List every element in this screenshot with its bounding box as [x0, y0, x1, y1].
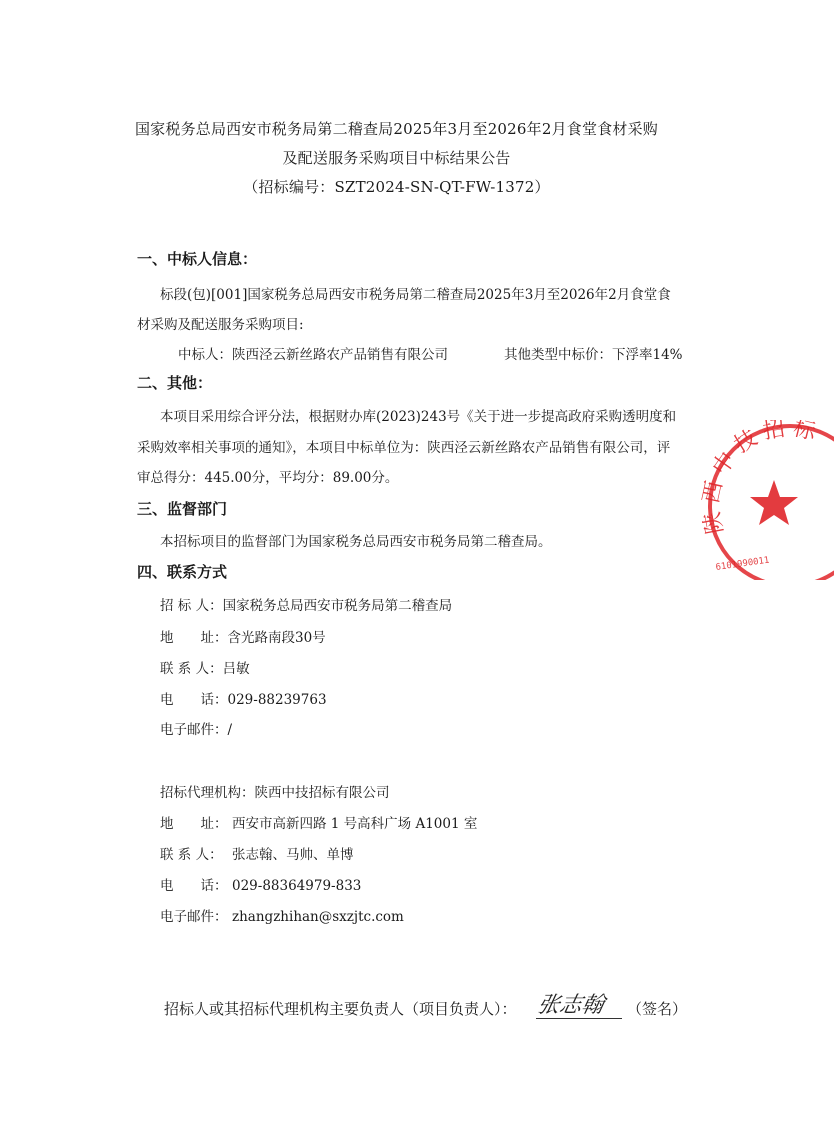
purchaser-phone: 029-88239763 — [227, 692, 327, 708]
section2-heading: 二、其他： — [137, 374, 213, 392]
purchaser-phone-row — [160, 688, 327, 708]
bid-number: （招标编号：SZT2024-SN-QT-FW-1372） — [243, 178, 550, 196]
seal-svg — [694, 420, 834, 580]
agency-email: zhangzhihan@sxzjtc.com — [232, 909, 404, 925]
purchaser-address-row — [160, 626, 326, 646]
seal-number: 6101990011 — [715, 555, 771, 573]
company-seal — [694, 420, 834, 580]
agency-name: 陕西中技招标有限公司 — [254, 785, 390, 801]
agency-email-row — [160, 905, 404, 925]
agency-contact-row — [160, 843, 354, 863]
purchaser-phone-label: 电 话： — [160, 692, 228, 708]
signature-suffix: （签名） — [627, 1000, 688, 1018]
section2-line2: 采购效率相关事项的通知》，本项目中标单位为：陕西泾云新丝路农产品销售有限公司，评 — [137, 440, 671, 456]
agency-address-label: 地 址： — [160, 816, 228, 832]
purchaser-email-row — [160, 718, 232, 738]
section3-line1: 本招标项目的监督部门为国家税务总局西安市税务局第二稽查局。 — [160, 534, 552, 550]
purchaser-contact: 吕敏 — [222, 661, 250, 677]
section1-heading: 一、中标人信息： — [137, 250, 258, 268]
winning-price: 其他类型中标价：下浮率14% — [504, 347, 683, 363]
agency-address: 西安市高新四路 1 号高科广场 A1001 室 — [232, 816, 478, 832]
agency-address-row — [160, 812, 477, 832]
purchaser-email: / — [227, 722, 233, 738]
purchaser-address: 含光路南段30号 — [227, 630, 326, 646]
title-line-1: 国家税务总局西安市税务局第二稽查局2025年3月至2026年2月食堂食材采购 — [134, 120, 659, 138]
agency-name-label: 招标代理机构： — [160, 785, 255, 801]
purchaser-contact-row — [160, 657, 250, 677]
purchaser-address-label: 地 址： — [160, 630, 228, 646]
signature-underline — [536, 1018, 622, 1019]
agency-email-label: 电子邮件： — [160, 909, 228, 925]
agency-phone: 029-88364979-833 — [232, 878, 362, 894]
purchaser-name: 国家税务总局西安市税务局第二稽查局 — [222, 598, 453, 614]
seal-text-path: 陕西中技招标 — [698, 420, 825, 536]
section1-para-line1: 标段(包)[001]国家税务总局西安市税务局第二稽查局2025年3月至2026年2月食堂食 — [160, 287, 671, 303]
signature-label: 招标人或其招标代理机构主要负责人（项目负责人）： — [164, 1000, 517, 1018]
agency-contact-label: 联 系 人： — [160, 847, 223, 863]
agency-phone-row — [160, 874, 361, 894]
agency-name-row — [160, 781, 390, 801]
agency-phone-label: 电 话： — [160, 878, 228, 894]
signature-name: 张志翰 — [534, 993, 607, 1018]
purchaser-name-row — [160, 594, 452, 614]
title-line-2: 及配送服务采购项目中标结果公告 — [282, 149, 511, 167]
section2-line3: 审总得分：445.00分，平均分：89.00分。 — [137, 470, 399, 486]
purchaser-contact-label: 联 系 人： — [160, 661, 223, 677]
seal-star — [750, 480, 798, 525]
purchaser-name-label: 招 标 人： — [160, 598, 223, 614]
winner-name: 中标人：陕西泾云新丝路农产品销售有限公司 — [178, 347, 448, 363]
purchaser-email-label: 电子邮件： — [160, 722, 228, 738]
agency-contact: 张志翰、马帅、单博 — [232, 847, 354, 863]
section3-heading: 三、监督部门 — [137, 500, 228, 518]
section2-line1: 本项目采用综合评分法，根据财办库(2023)243号《关于进一步提高政府采购透明度和 — [160, 409, 677, 425]
section4-heading: 四、联系方式 — [137, 563, 228, 581]
section1-para-line2: 材采购及配送服务采购项目: — [137, 317, 304, 333]
